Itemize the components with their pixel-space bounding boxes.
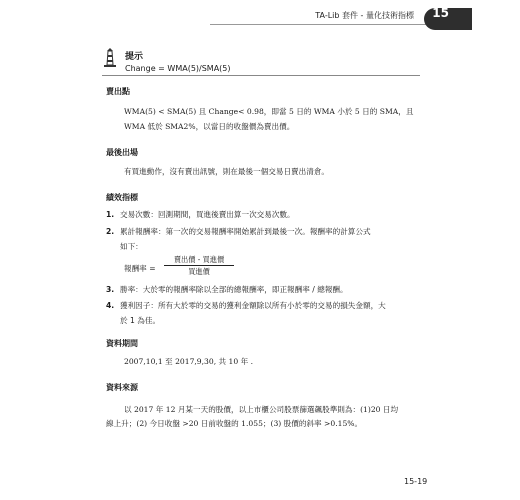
list-number: 3.: [106, 285, 115, 294]
list-text: 累計報酬率：第一次的交易報酬率開始累計到最後一次。報酬率的計算公式: [120, 227, 371, 236]
list-number: 4.: [106, 301, 115, 310]
chapter-number: 15: [432, 6, 449, 20]
last-exit-text: 有買進動作，沒有賣出訊號，則在最後一個交易日賣出清倉。: [124, 167, 330, 176]
tip-formula: Change = WMA(5)/SMA(5): [125, 64, 231, 73]
list-item: [106, 282, 348, 297]
list-text: 獲利因子：所有大於零的交易的獲利金額除以所有小於零的交易的損失金額，大: [120, 301, 386, 310]
section-heading-data-period: 資料期間: [106, 339, 138, 348]
section-heading-sell-point: 賣出點: [106, 87, 130, 96]
formula-numerator: 賣出價 - 買進價: [173, 255, 225, 264]
data-source-line-2: 線上升；(2) 今日收盤 >20 日前收盤的 1.055；(3) 股價的斜率 >0.15%。: [106, 419, 363, 428]
list-text-continued: 如下：: [120, 242, 143, 251]
list-text-continued: 於 1 為佳。: [120, 316, 161, 325]
sell-point-line-1: WMA(5) < SMA(5) 且 Change< 0.98，即當 5 日的 WMA 小於 5 日的 SMA，且: [124, 107, 414, 116]
tip-divider: [102, 75, 420, 76]
list-number: 2.: [106, 227, 115, 236]
list-item: [106, 298, 386, 328]
tip-title: 提示: [125, 52, 144, 62]
lighthouse-icon: [102, 47, 118, 69]
formula-denominator: 買進價: [188, 267, 210, 276]
list-item: [106, 224, 371, 254]
fraction-bar: [164, 265, 234, 266]
list-number: 1.: [106, 210, 115, 219]
section-heading-data-source: 資料來源: [106, 383, 138, 392]
running-header: TA-Lib 套件 - 量化技術指標: [315, 11, 414, 20]
page-number: 15-19: [404, 477, 428, 486]
list-item: [106, 207, 295, 222]
section-heading-performance: 績效指標: [106, 193, 138, 202]
data-period-text: 2007,10,1 至 2017,9,30, 共 10 年 .: [124, 357, 254, 366]
sell-point-line-2: WMA 低於 SMA2%，以當日的收盤價為賣出價。: [124, 122, 295, 131]
header-rule: [210, 24, 434, 25]
list-text: 交易次數：回測期間，買進後賣出算一次交易次數。: [120, 210, 295, 219]
data-source-line-1: 以 2017 年 12 月某一天的股價，以上市櫃公司股票篩選飆股準則為：(1)20 日均: [124, 405, 399, 414]
formula-label: 報酬率 =: [124, 264, 156, 273]
list-text: 勝率：大於零的報酬率除以全部的總報酬率，即正報酬率 / 總報酬。: [120, 285, 348, 294]
section-heading-last-exit: 最後出場: [106, 148, 138, 157]
